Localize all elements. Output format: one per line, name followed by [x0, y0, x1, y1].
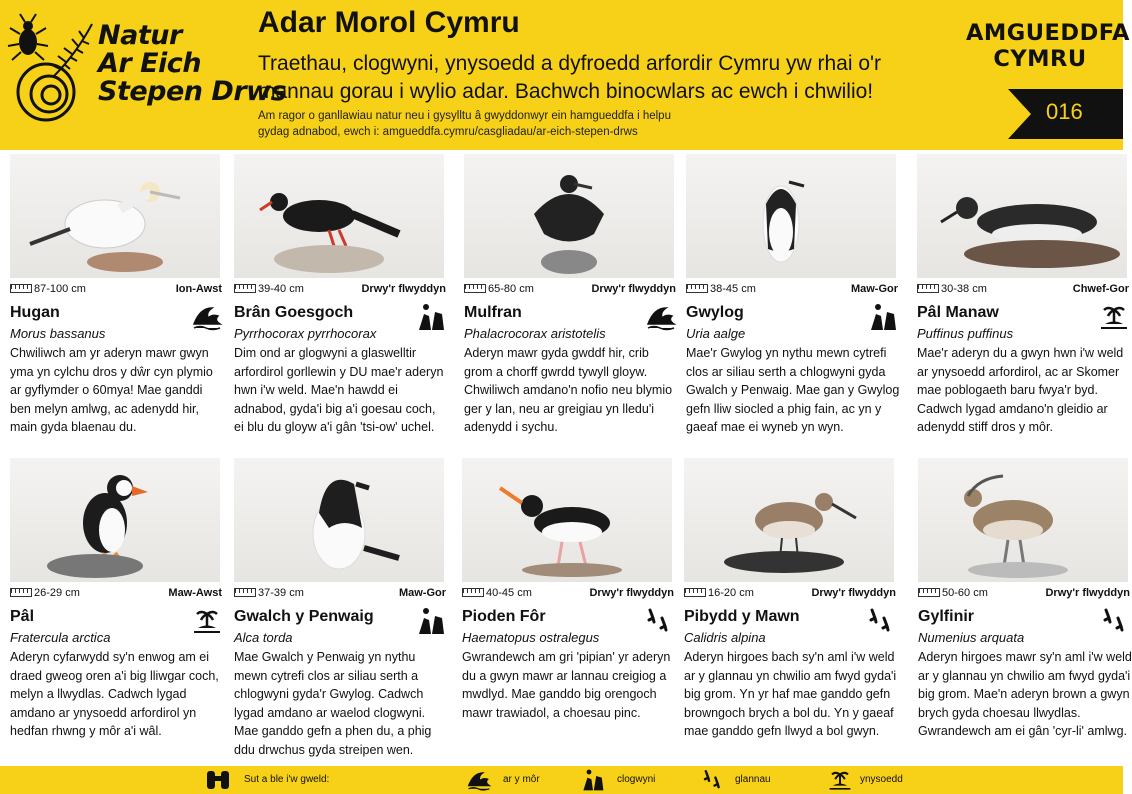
bird-photo [684, 458, 894, 582]
museum-logo [966, 20, 1130, 72]
bird-size: 16-20 cm [708, 587, 754, 599]
wave-icon [462, 768, 496, 792]
bird-meta [462, 587, 674, 601]
bird-size: 40-45 cm [486, 587, 532, 599]
bird-description: Dim ond ar glogwyni a glaswelltir arfordirol gorllewin y DU mae'r aderyn hwn i'w weld. Mae'n hawdd ei adnabod, gyda'i big a'i goesau coch, ei blu du gloyw a'i gân 'tsi-ow' uchel. [234, 346, 444, 434]
bird-size: 39-40 cm [258, 283, 304, 295]
island-icon [826, 768, 854, 792]
ruler-icon [234, 284, 256, 293]
bird-description: Mae Gwalch y Penwaig yn nythu mewn cytrefi clos ar siliau serth a chlogwyni gyda'r Gwylog. Cadwch lygad amdano ar waelod clogwyni. Mae ganddo gefn a phen du, a phig ddu drwchus gyda streipen wen. [234, 650, 432, 757]
bird-season: Chwef-Gor [1072, 283, 1129, 295]
bird-size: 30-38 cm [941, 283, 987, 295]
bird-latin-name: Morus bassanus [10, 326, 106, 341]
logo-line-1: Natur [98, 20, 182, 51]
binoculars-icon [205, 769, 231, 791]
legend-cliffs-label: clogwyni [617, 774, 656, 785]
ruler-icon [684, 588, 706, 597]
ruler-icon [686, 284, 708, 293]
bird-photo [234, 154, 444, 278]
footprints-icon [1100, 606, 1130, 636]
ruler-icon [917, 284, 939, 293]
bird-name: Gwalch y Penwaig [234, 608, 374, 625]
bird-meta [234, 587, 446, 601]
footprints-icon [698, 768, 728, 792]
bird-description: Aderyn hirgoes mawr sy'n aml i'w weld ar y glannau yn chwilio am fwyd gyda'i big grom. Mae'n aderyn brown a gwyn brych gyda choesau llwydlas. Gwrandewch am ei gân 'cyr-li' amlwg. [918, 650, 1132, 738]
bird-photo [10, 154, 220, 278]
museum-logo-line-1: AMGUEDDFA [966, 20, 1130, 46]
museum-logo-line-2: CYMRU [993, 46, 1087, 72]
logo-line-3: Stepen Drws [98, 76, 287, 107]
beetle-icon [8, 14, 48, 60]
bird-latin-name: Haematopus ostralegus [462, 630, 600, 645]
bird-card [917, 154, 1131, 454]
page-subtitle: Traethau, clogwyni, ynysoedd a dyfroedd arfordir Cymru yw rhai o'r mannau gorau i wylio adar. Bachwch binocwlars ac ewch i chwilio! [258, 52, 881, 103]
bird-name: Hugan [10, 304, 60, 321]
info-link[interactable]: gydag adnabod, ewch i: amgueddfa.cymru/casgliadau/ar-eich-stepen-drws [258, 126, 638, 138]
legend-sea-label: ar y môr [503, 774, 540, 785]
bird-season: Maw-Awst [168, 587, 222, 599]
bird-description: Gwrandewch am gri 'pipian' yr aderyn du a gwyn mawr ar lannau creigiog a mwdlyd. Mae ganddo big orengoch mawr trawiadol, a choesau pinc. [462, 650, 671, 720]
bird-meta [686, 283, 898, 297]
cliff-icon [416, 302, 446, 332]
info-text [258, 108, 728, 140]
bird-card [462, 458, 676, 758]
wave-icon [646, 302, 676, 332]
bird-card [10, 154, 224, 454]
bird-latin-name: Numenius arquata [918, 630, 1025, 645]
bird-latin-name: Calidris alpina [684, 630, 766, 645]
header-banner [0, 0, 1130, 150]
island-icon [1099, 302, 1129, 332]
bird-meta [917, 283, 1129, 297]
bird-meta [10, 283, 222, 297]
bird-meta [464, 283, 676, 297]
bird-season: Drwy'r flwyddyn [589, 587, 674, 599]
bird-size: 26-29 cm [34, 587, 80, 599]
bird-description: Chwiliwch am yr aderyn mawr gwyn yma yn cylchu dros y dŵr cyn plymio ar gyflymder o 60mya! Mae ganddi ben melyn amlwg, ac adenydd hir, main gyda blaenau du. [10, 346, 213, 434]
legend-heading: Sut a ble i'w gweld: [244, 774, 330, 785]
ammonite-icon [18, 64, 74, 120]
ruler-icon [10, 284, 32, 293]
ruler-icon [918, 588, 940, 597]
page-title: Adar Morol Cymru [258, 6, 520, 39]
bird-latin-name: Phalacrocorax aristotelis [464, 326, 606, 341]
bird-meta [918, 587, 1130, 601]
bird-name: Pâl Manaw [917, 304, 999, 321]
bird-name: Brân Goesgoch [234, 304, 354, 321]
bird-card [234, 154, 448, 454]
footer-legend [0, 766, 1123, 794]
bird-name: Pioden Fôr [462, 608, 546, 625]
bird-description: Aderyn hirgoes bach sy'n aml i'w weld ar y glannau yn chwilio am fwyd gyda'i big grom. Yn yr haf mae ganddo gefn browngoch brych a bol du. Yn y gaeaf mae ganddo gefn llwyd a bol gwyn. [684, 650, 897, 738]
bird-size: 37-39 cm [258, 587, 304, 599]
bird-season: Ion-Awst [175, 283, 222, 295]
bird-photo [686, 154, 896, 278]
bird-photo [10, 458, 220, 582]
legend-islands-label: ynysoedd [860, 774, 903, 785]
bird-name: Gwylog [686, 304, 744, 321]
bird-card [918, 458, 1132, 758]
cliff-icon [580, 768, 606, 792]
bird-card [684, 458, 898, 758]
legend-shores-label: glannau [735, 774, 771, 785]
bird-size: 87-100 cm [34, 283, 86, 295]
page-number: 016 [1046, 99, 1083, 124]
bird-name: Gylfinir [918, 608, 975, 625]
bird-size: 50-60 cm [942, 587, 988, 599]
bird-card [686, 154, 900, 454]
bird-latin-name: Fratercula arctica [10, 630, 111, 645]
cliff-icon [416, 606, 446, 636]
bird-description: Aderyn mawr gyda gwddf hir, crib grom a chorff gwrdd tywyll gloyw. Chwiliwch amdano'n nofio neu blymio ger y lan, neu ar greigiau yn lledu'i adenydd i sychu. [464, 346, 673, 434]
bird-latin-name: Uria aalge [686, 326, 746, 341]
ruler-icon [10, 588, 32, 597]
island-icon [192, 606, 222, 636]
bird-name: Pâl [10, 608, 35, 625]
bird-season: Maw-Gor [850, 283, 898, 295]
bird-description: Mae'r Gwylog yn nythu mewn cytrefi clos ar siliau serth a chlogwyni gyda Gwalch y Penwaig. Mae gan y Gwylog gefn lliw siocled a phig fain, ac yn y gaeaf mae ei wyneb yn wyn. [686, 346, 900, 434]
ruler-icon [234, 588, 256, 597]
bird-card [10, 458, 224, 758]
footprints-icon [866, 606, 896, 636]
bird-season: Maw-Gor [398, 587, 446, 599]
bird-photo [464, 154, 674, 278]
footprints-icon [644, 606, 674, 636]
bird-season: Drwy'r flwyddyn [361, 283, 446, 295]
bird-photo [917, 154, 1127, 278]
bird-photo [234, 458, 444, 582]
ruler-icon [462, 588, 484, 597]
bird-latin-name: Pyrrhocorax pyrrhocorax [234, 326, 377, 341]
bird-latin-name: Alca torda [234, 630, 293, 645]
cliff-icon [868, 302, 898, 332]
bird-size: 65-80 cm [488, 283, 534, 295]
bird-name: Pibydd y Mawn [684, 608, 800, 625]
bird-description: Aderyn cyfarwydd sy'n enwog am ei draed gweog oren a'i big lliwgar coch, melyn a llwydlas. Cadwch lygad amdano ar ynysoedd arfordirol yn hedfan rhwng y môr a'i wâl. [10, 650, 219, 738]
logo-line-2: Ar Eich [98, 48, 202, 79]
bird-season: Drwy'r flwyddyn [811, 587, 896, 599]
wave-icon [192, 302, 222, 332]
bird-meta [10, 587, 222, 601]
ruler-icon [464, 284, 486, 293]
bird-name: Mulfran [464, 304, 522, 321]
bird-meta [684, 587, 896, 601]
info-line-1: Am ragor o ganllawiau natur neu i gysylltu â gwyddonwyr ein hamgueddfa i helpu [258, 110, 671, 122]
bird-season: Drwy'r flwyddyn [591, 283, 676, 295]
bird-card [234, 458, 448, 758]
bird-description: Mae'r aderyn du a gwyn hwn i'w weld ar ynysoedd arfordirol, ac ar Skomer mae poblogaeth baru fwya'r byd. Cadwch lygad amdano'n gleidio ar adenydd stiff dros y môr. [917, 346, 1124, 434]
bird-photo [462, 458, 672, 582]
bird-season: Drwy'r flwyddyn [1045, 587, 1130, 599]
bird-latin-name: Puffinus puffinus [917, 326, 1014, 341]
bird-meta [234, 283, 446, 297]
bird-size: 38-45 cm [710, 283, 756, 295]
bird-card [464, 154, 678, 454]
bird-photo [918, 458, 1128, 582]
